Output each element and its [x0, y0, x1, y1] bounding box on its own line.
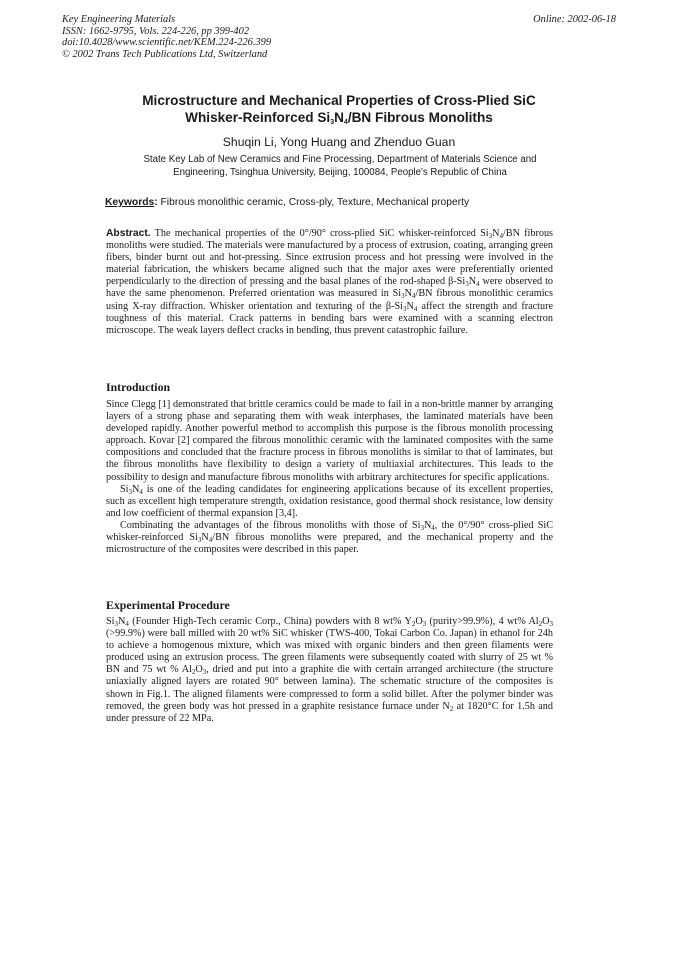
exp-text: O	[542, 616, 550, 627]
paper-title	[0, 93, 678, 126]
exp-text: (purity>99.9%), 4 wt% Al	[426, 616, 539, 627]
experimental-heading: Experimental Procedure	[106, 598, 230, 612]
introduction-heading: Introduction	[106, 380, 171, 394]
abstract-text: N	[404, 288, 412, 300]
exp-text: Si	[106, 616, 115, 627]
abstract-text: N	[468, 276, 477, 288]
subscript: 3	[402, 304, 407, 313]
subscript: 2	[411, 620, 416, 628]
intro-text: /BN fibrous monoliths were prepared, and the mechanical property and the microstructure of the composites were described in this paper.	[106, 532, 553, 556]
intro-paragraph-1: Since Clegg [1] demonstrated that brittle ceramics could be made to fail in a non-brittle manner by arranging layers of a strong phase and separating them with weak interphases, the laminated materials have been developed rapidly. Another powerful method to accomplish this purpose is the fibrous monolith processing approach. Kovar [2] compared the fibrous monolithic ceramic with the laminated composites with the same compositions and concluded that the fracture process in fibrous monoliths is similar to that of laminates, but the fibrous monoliths have flexibility to design a variety of multiaxial architectures. This leads to the possibility to design and manufacture fibrous monoliths with arbitrary architectures for specific applications.	[106, 399, 553, 483]
intro-text: Combinating the advantages of the fibrous monoliths with those of Si	[120, 519, 421, 531]
doi-line: doi:10.4028/www.scientific.net/KEM.224-226.399	[62, 37, 272, 48]
abstract-text: /BN fibrous monolithic ceramics using X-ray diffraction. Whisker orientation and texturing of the β-Si	[106, 288, 554, 312]
exp-text: (Founder High-Tech ceramic Corp., China) powders with 8 wt% Y	[128, 616, 412, 627]
experimental-body	[106, 616, 553, 725]
title-text: Whisker-Reinforced Si	[185, 109, 331, 125]
journal-name: Key Engineering Materials	[62, 14, 176, 25]
abstract-text: affect the strength and fracture toughness of this material. Crack patterns in bending bars were examined with a scanning electron microscope. The weak layers deflect cracks in bending, thus prevent catastrophic failure.	[106, 300, 553, 336]
subscript: 3	[422, 620, 427, 628]
exp-text: O	[195, 664, 203, 676]
copyright-line: © 2002 Trans Tech Publications Ltd, Switzerland	[62, 48, 268, 60]
exp-text: at 1820°C for 1.5h and under pressure of 22 MPa.	[106, 700, 553, 724]
intro-text: N	[423, 519, 432, 531]
exp-text: , dried and put into a graphite die with certain arranged architecture (the structure uniaxially aligned layers are rotated 90° between lamina). The schematic structure of the composites is shown in Fig.1. The aligned filaments were compressed to form a solid billet. After the polymer binder was removed, the green body was hot pressed in a graphite resistance furnace under N	[106, 664, 553, 712]
exp-text: (>99.9%) were ball milled with 20 wt% SiC whisker (TWS-400, Tokai Carbon Co. Japan) in ethanol for 24h to achieve a homogenous mixture, which was mixed with organic binders and then green filaments were produced using an extrusion process. The green filaments were subsequently coated with slurry of 25 wt % BN and 75 wt % Al	[106, 628, 553, 676]
intro-paragraph-2	[106, 484, 553, 520]
online-date: Online: 2002-06-18	[533, 14, 616, 25]
abstract-text: N	[406, 300, 414, 312]
subscript: 4	[208, 536, 213, 545]
abstract-text: /BN fibrous monoliths were studied. The materials were manufactured by a process of extrusion, coating, arranging green fibers, binder burnt out and hot-pressing. Since extrusion process and hot pressing were involved in the material fabrication, the whiskers became aligned such that the major axes were preferentially oriented perpendicularly to the direction of pressing and the basal planes of the rod-shaped β-Si	[106, 228, 553, 288]
intro-text: N	[201, 532, 209, 544]
title-text: /BN Fibrous Monoliths	[347, 109, 493, 125]
affiliation-line-2: Engineering, Tsinghua University, Beijing, 100084, People's Republic of China	[173, 166, 507, 178]
subscript: 4	[411, 292, 416, 301]
abstract	[106, 228, 553, 337]
experimental-paragraph	[106, 616, 553, 725]
title-text: N	[334, 109, 344, 125]
subscript: 4	[139, 487, 143, 496]
subscript: 4	[431, 523, 435, 532]
title-line-2	[0, 110, 678, 127]
subscript: 3	[420, 523, 424, 532]
subscript: 3	[202, 668, 207, 677]
affiliation-line-1: State Key Lab of New Ceramics and Fine Processing, Department of Materials Science and	[143, 154, 537, 165]
intro-paragraph-3	[106, 520, 553, 556]
intro-text: N	[132, 483, 140, 495]
subscript: 3	[401, 292, 405, 301]
subscript: 3	[465, 280, 469, 289]
exp-text: O	[415, 616, 423, 627]
exp-text: N	[118, 616, 126, 627]
affiliation	[100, 154, 580, 180]
subscript: 4	[499, 232, 503, 240]
authors: Shuqin Li, Yong Huang and Zhenduo Guan	[222, 135, 456, 149]
subscript: 3	[197, 536, 202, 545]
subscript: 3	[128, 487, 132, 496]
issn-line: ISSN: 1662-9795, Vols. 224-226, pp 399-402	[62, 25, 250, 37]
intro-text: Si	[120, 483, 129, 495]
title-line-1: Microstructure and Mechanical Properties of Cross-Plied SiC	[142, 93, 536, 108]
abstract-text: N	[492, 228, 500, 239]
abstract-paragraph	[106, 228, 553, 337]
subscript: 3	[488, 232, 493, 240]
intro-text: is one of the leading candidates for engineering applications because of its excellent properties, such as excellent high temperature strength, oxidation resistance, good thermal shock resistance, low density and low coefficient of thermal expansion [3,4].	[106, 483, 553, 519]
subscript: 3	[114, 620, 118, 628]
introduction-body	[106, 399, 553, 556]
title-subscript: 3	[330, 118, 335, 126]
subscript: 2	[449, 704, 454, 713]
abstract-text: The mechanical properties of the 0°/90° cross-plied SiC whisker-reinforced Si	[150, 228, 489, 239]
subscript: 2	[538, 620, 543, 628]
intro-text: , the 0°/90° cross-plied SiC whisker-reinforced Si	[106, 519, 553, 544]
keywords	[105, 197, 575, 208]
keywords-text: Fibrous monolithic ceramic, Cross-ply, Texture, Mechanical property	[157, 197, 470, 208]
subscript: 4	[413, 304, 418, 313]
keywords-colon: :	[154, 197, 158, 208]
keywords-label: Keywords	[105, 197, 155, 208]
title-subscript: 4	[343, 118, 348, 126]
journal-metadata	[62, 14, 271, 60]
subscript: 2	[191, 668, 196, 677]
subscript: 4	[476, 280, 480, 289]
subscript: 3	[549, 620, 553, 628]
abstract-label: Abstract.	[106, 228, 151, 239]
abstract-text: were observed to have the same phenomenon. Preferred orientation was measured in Si	[106, 276, 554, 300]
subscript: 4	[125, 620, 129, 628]
